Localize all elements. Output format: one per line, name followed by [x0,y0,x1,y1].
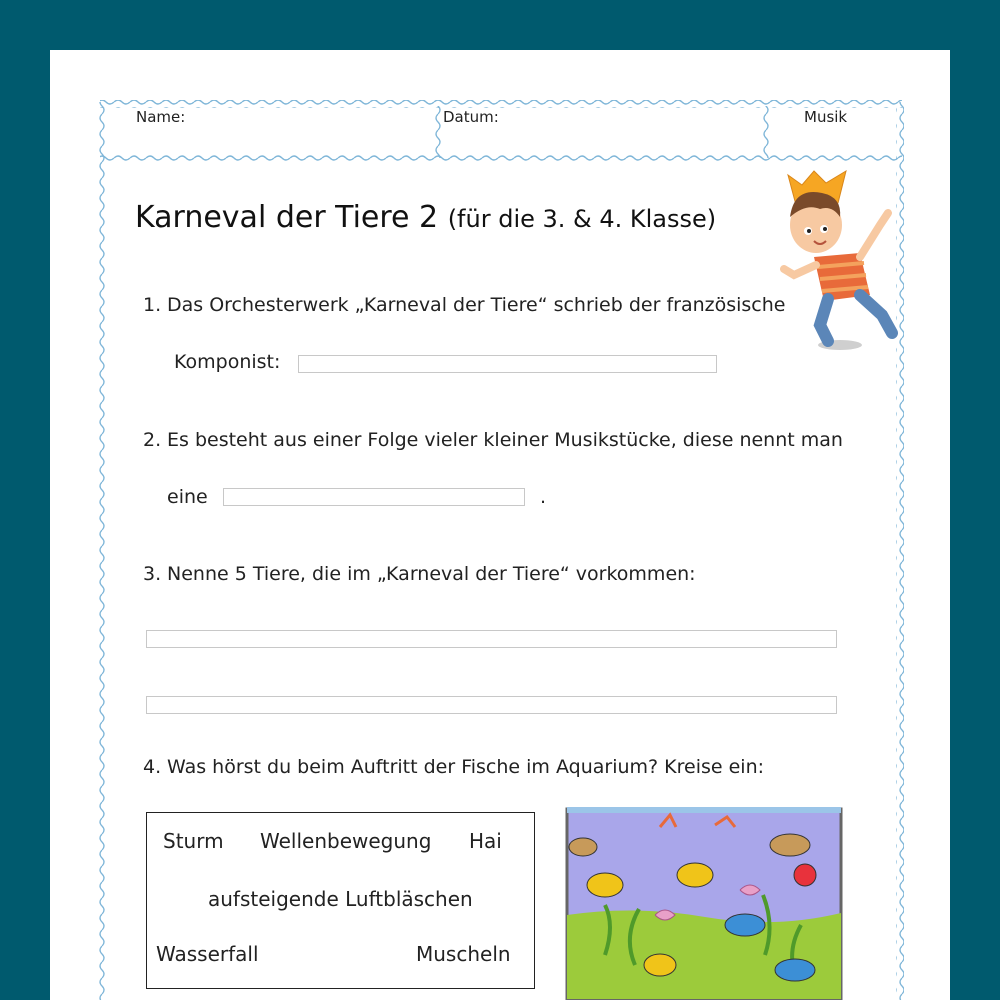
question-2-number: 2. [143,429,162,451]
date-label: Datum: [443,108,499,126]
question-1-text: Das Orchesterwerk „Karneval der Tiere“ schrieb der französische [167,294,786,316]
word-choice-box [146,812,535,989]
animals-answer-line-1[interactable] [146,630,837,648]
page-title [135,200,716,235]
question-2-text: Es besteht aus einer Folge vieler kleiner Musikstücke, diese nennt man [167,429,843,451]
word-wasserfall[interactable]: Wasserfall [156,942,259,966]
aquarium-illustration [565,805,845,1000]
question-2-period: . [540,486,547,508]
worksheet-page [50,50,950,1000]
animals-answer-line-2[interactable] [146,696,837,714]
boy-with-crown-illustration [780,165,900,355]
question-2-label: eine [167,486,208,508]
question-4-text: Was hörst du beim Auftritt der Fische im Aquarium? Kreise ein: [167,756,765,778]
word-muscheln[interactable]: Muscheln [416,942,511,966]
question-3-text: Nenne 5 Tiere, die im „Karneval der Tiere“ vorkommen: [167,563,696,585]
question-3-number: 3. [143,563,162,585]
title-sub: (für die 3. & 4. Klasse) [447,205,717,233]
title-main: Karneval der Tiere 2 [135,200,439,235]
question-4-number: 4. [143,756,162,778]
piece-type-answer-field[interactable] [223,488,525,506]
word-wellenbewegung[interactable]: Wellenbewegung [260,829,432,853]
word-luftblaeschen[interactable]: aufsteigende Luftbläschen [208,887,473,911]
word-hai[interactable]: Hai [469,829,502,853]
question-1-label: Komponist: [174,351,281,373]
word-sturm[interactable]: Sturm [163,829,224,853]
subject-label: Musik [804,108,848,126]
name-label: Name: [136,108,186,126]
question-1-number: 1. [143,294,162,316]
composer-answer-field[interactable] [298,355,717,373]
